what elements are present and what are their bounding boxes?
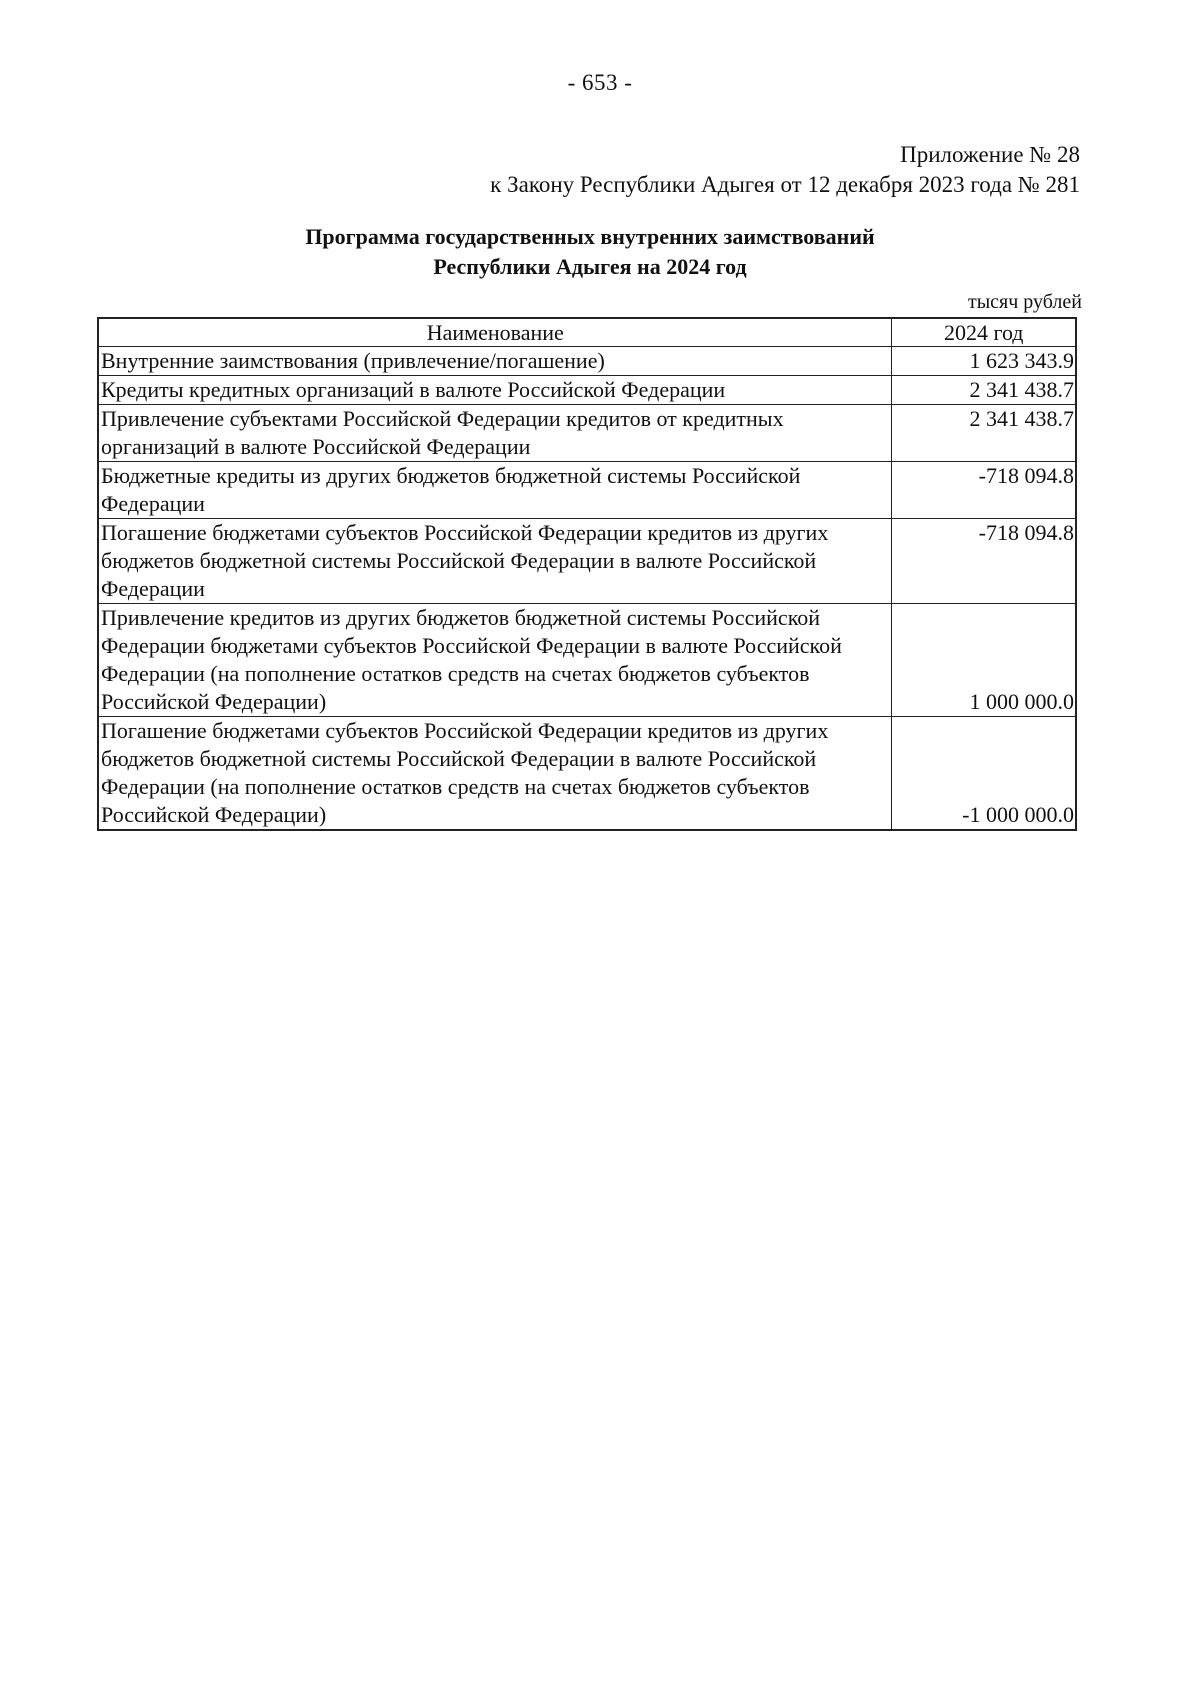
row-name: Привлечение субъектами Российской Федерации кредитов от кредитных организаций в валюте Российской Федерации [98, 405, 891, 462]
title-line-2: Республики Адыгея на 2024 год [433, 254, 747, 279]
row-value: 2 341 438.7 [891, 405, 1076, 462]
row-value: -718 094.8 [891, 462, 1076, 519]
unit-label: тысяч рублей [967, 291, 1082, 313]
row-name: Бюджетные кредиты из других бюджетов бюджетной системы Российской Федерации [98, 462, 891, 519]
page-number: - 653 - [567, 70, 633, 95]
appendix-reference [490, 140, 1080, 200]
table-row [98, 604, 1076, 717]
table-row [98, 347, 1076, 376]
table-header-row [98, 318, 1076, 347]
row-value: 2 341 438.7 [891, 376, 1076, 405]
title-line-1: Программа государственных внутренних заимствований [305, 224, 875, 249]
appendix-line-1: Приложение № 28 [900, 142, 1080, 167]
row-name: Погашение бюджетами субъектов Российской Федерации кредитов из других бюджетов бюджетной системы Российской Федерации в валюте Российской Федерации [98, 519, 891, 604]
borrowings-table-container [97, 317, 1075, 831]
appendix-line-2: к Закону Республики Адыгея от 12 декабря 2023 года № 281 [490, 172, 1080, 197]
header-year: 2024 год [891, 318, 1076, 347]
row-name: Кредиты кредитных организаций в валюте Российской Федерации [98, 376, 891, 405]
table-row [98, 405, 1076, 462]
row-name: Внутренние заимствования (привлечение/погашение) [98, 347, 891, 376]
row-name: Погашение бюджетами субъектов Российской Федерации кредитов из других бюджетов бюджетной системы Российской Федерации в валюте Российской Федерации (на пополнение остатков средств на счетах бюджетов субъектов Российской Федерации) [98, 717, 891, 831]
borrowings-table [97, 317, 1077, 831]
table-row [98, 717, 1076, 831]
row-name: Привлечение кредитов из других бюджетов бюджетной системы Российской Федерации бюджетами субъектов Российской Федерации в валюте Российской Федерации (на пополнение остатков средств на счетах бюджетов субъектов Российской Федерации) [98, 604, 891, 717]
row-value: 1 000 000.0 [891, 604, 1076, 717]
row-value: -1 000 000.0 [891, 717, 1076, 831]
table-row [98, 376, 1076, 405]
table-row [98, 462, 1076, 519]
row-value: -718 094.8 [891, 519, 1076, 604]
document-title [0, 222, 1180, 282]
table-row [98, 519, 1076, 604]
header-name: Наименование [98, 318, 891, 347]
row-value: 1 623 343.9 [891, 347, 1076, 376]
